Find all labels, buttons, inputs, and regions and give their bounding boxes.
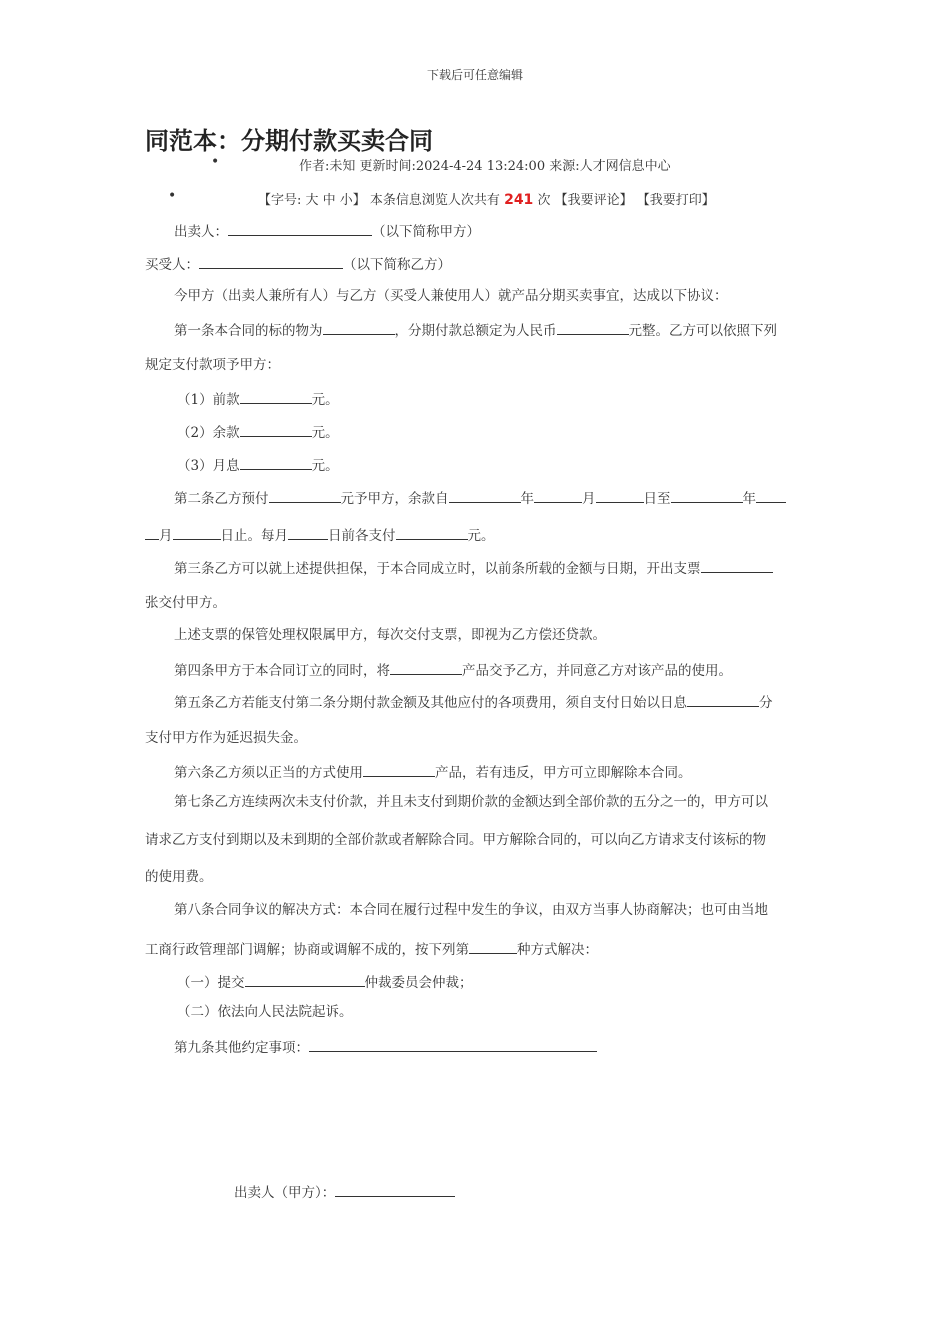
seller-signature: 出卖人（甲方）： bbox=[234, 1184, 455, 1201]
payment-item-1: （1）前款 元。 bbox=[177, 392, 339, 408]
blank-line bbox=[240, 457, 312, 470]
blank-line bbox=[269, 490, 341, 503]
blank-line bbox=[228, 223, 372, 236]
article-8-line-2: 工商行政管理部门调解；协商或调解不成的，按下列第 种方式解决： bbox=[145, 942, 598, 958]
views-suffix: 次 bbox=[537, 193, 551, 208]
blank-line bbox=[240, 391, 312, 404]
article-3-continued: 张交付甲方。 bbox=[145, 595, 226, 611]
article-3-note: 上述支票的保管处理权限属甲方，每次交付支票，即视为乙方偿还贷款。 bbox=[174, 627, 606, 643]
info-toolbar bbox=[258, 189, 715, 208]
article-5: 第五条乙方若能支付第二条分期付款金额及其他应付的各项费用，须自支付日始以日息 分 bbox=[174, 695, 773, 711]
author-meta-line: 作者:未知 更新时间:2024-4-24 13:24:00 来源:人才网信息中心 bbox=[299, 159, 671, 174]
intro-paragraph: 今甲方（出卖人兼所有人）与乙方（买受人兼使用人）就产品分期买卖事宜，达成以下协议： bbox=[174, 288, 728, 304]
payment-item-2: （2）余款 元。 bbox=[177, 425, 339, 441]
blank-line bbox=[534, 490, 582, 503]
article-8-option-2: （二）依法向人民法院起诉。 bbox=[177, 1004, 353, 1020]
views-count: 241 bbox=[504, 192, 534, 208]
article-1: 第一条本合同的标的物为 ，分期付款总额定为人民币 元整。乙方可以依照下列 bbox=[174, 323, 777, 339]
print-link[interactable]: 【我要打印】 bbox=[636, 193, 715, 208]
blank-line bbox=[671, 490, 743, 503]
blank-line bbox=[596, 490, 644, 503]
blank-line bbox=[288, 527, 328, 540]
blank-line bbox=[309, 1039, 597, 1052]
blank-line bbox=[335, 1184, 455, 1197]
article-2: 第二条乙方预付 元予甲方，余款自 年 月 日至 年 bbox=[174, 490, 786, 507]
article-7-line-1: 第七条乙方连续两次未支付价款，并且未支付到期价款的金额达到全部价款的五分之一的，甲方可以 bbox=[174, 794, 768, 810]
blank-line bbox=[323, 322, 395, 335]
blank-line bbox=[701, 560, 773, 573]
font-size-links[interactable]: 【字号: 大 中 小】 bbox=[258, 193, 366, 208]
list-bullet: • bbox=[211, 154, 220, 170]
article-5-continued: 支付甲方作为延迟损失金。 bbox=[145, 730, 307, 746]
article-7-line-3: 的使用费。 bbox=[145, 869, 213, 885]
blank-line bbox=[687, 694, 759, 707]
blank-line bbox=[240, 424, 312, 437]
article-3: 第三条乙方可以就上述提供担保，于本合同成立时，以前条所载的金额与日期，开出支票 bbox=[174, 560, 773, 577]
blank-line bbox=[363, 764, 435, 777]
blank-line bbox=[449, 490, 521, 503]
article-8-line-1: 第八条合同争议的解决方式：本合同在履行过程中发生的争议，由双方当事人协商解决；也可由当地 bbox=[174, 902, 768, 918]
article-4: 第四条甲方于本合同订立的同时，将 产品交予乙方，并同意乙方对该产品的使用。 bbox=[174, 663, 732, 679]
blank-line bbox=[396, 527, 468, 540]
comment-link[interactable]: 【我要评论】 bbox=[554, 193, 633, 208]
page-title: 同范本：分期付款买卖合同 bbox=[145, 127, 433, 155]
blank-line bbox=[469, 941, 517, 954]
article-2-continued: 月 日止。每月 日前各支付 元。 bbox=[145, 527, 495, 544]
blank-line bbox=[245, 974, 365, 987]
seller-line: 出卖人： （以下简称甲方） bbox=[174, 224, 480, 240]
blank-line bbox=[756, 490, 786, 503]
blank-line bbox=[199, 256, 343, 269]
article-6: 第六条乙方须以正当的方式使用 产品，若有违反，甲方可立即解除本合同。 bbox=[174, 765, 692, 781]
buyer-line: 买受人： （以下简称乙方） bbox=[145, 257, 451, 273]
blank-line bbox=[173, 527, 221, 540]
article-1-continued: 规定支付款项予甲方： bbox=[145, 357, 280, 373]
payment-item-3: （3）月息 元。 bbox=[177, 458, 339, 474]
article-8-option-1: （一）提交 仲裁委员会仲裁； bbox=[177, 975, 473, 991]
article-9: 第九条其他约定事项： bbox=[174, 1039, 597, 1056]
blank-line bbox=[145, 527, 159, 540]
list-bullet: • bbox=[168, 188, 177, 204]
blank-line bbox=[557, 322, 629, 335]
blank-line bbox=[390, 662, 462, 675]
article-7-line-2: 请求乙方支付到期以及未到期的全部价款或者解除合同。甲方解除合同的，可以向乙方请求支付该标的物 bbox=[145, 832, 766, 848]
download-note: 下载后可任意编辑 bbox=[426, 68, 523, 82]
views-prefix: 本条信息浏览人次共有 bbox=[369, 193, 500, 208]
